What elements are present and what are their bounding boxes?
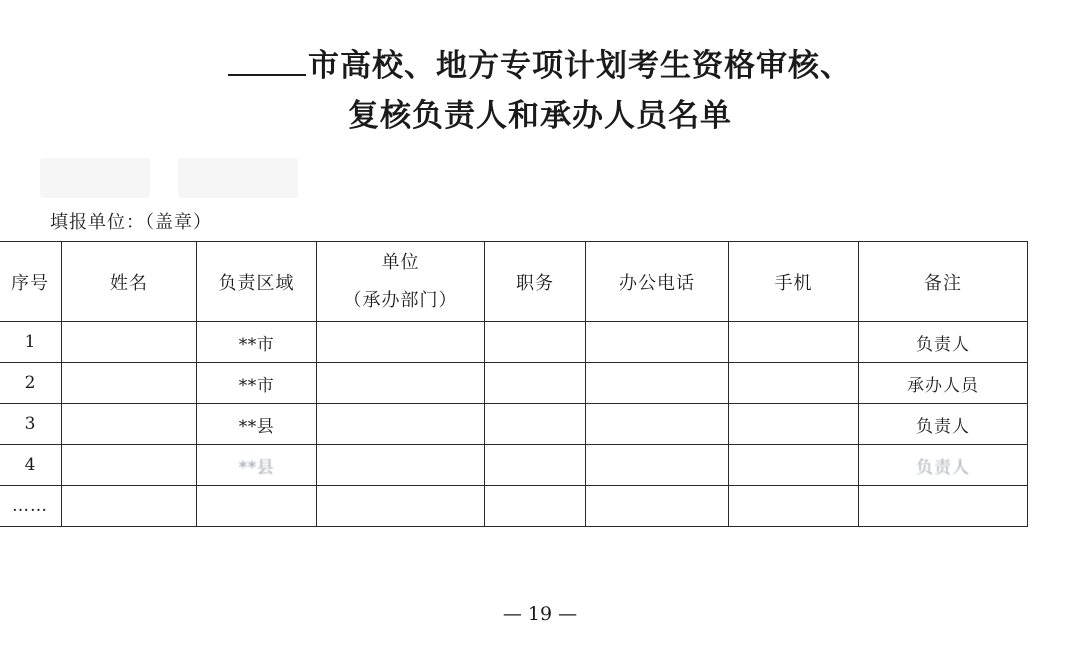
cell-seq: …… (0, 486, 62, 527)
title-line-1-text: 市高校、地方专项计划考生资格审核、 (308, 48, 852, 84)
table-row (0, 363, 1028, 404)
cell-seq: 4 (0, 445, 62, 486)
cell-remark (859, 486, 1028, 527)
cell-office-phone (586, 486, 729, 527)
header-region: 负责区域 (197, 242, 317, 322)
faded-mark (178, 158, 298, 198)
header-unit-line1: 单位 (381, 251, 420, 273)
cell-name (62, 322, 197, 363)
document-title-line-2: 复核负责人和承办人员名单 (348, 98, 732, 134)
table-row (0, 486, 1028, 527)
cell-name (62, 486, 197, 527)
table-row (0, 322, 1028, 363)
cell-mobile (729, 404, 859, 445)
header-name: 姓名 (62, 242, 197, 322)
cell-office-phone (586, 322, 729, 363)
page-number: — 19 — (502, 603, 578, 625)
cell-region: **市 (197, 322, 317, 363)
header-position: 职务 (485, 242, 586, 322)
cell-position (485, 486, 586, 527)
cell-mobile (729, 363, 859, 404)
header-seq: 序号 (0, 242, 62, 322)
cell-name (62, 363, 197, 404)
cell-remark: 承办人员 (859, 363, 1028, 404)
cell-office-phone (586, 445, 729, 486)
faded-mark (40, 158, 150, 198)
cell-office-phone (586, 404, 729, 445)
cell-region (197, 445, 317, 486)
cell-unit (317, 445, 485, 486)
header-remarks: 备注 (859, 242, 1028, 322)
header-mobile: 手机 (729, 242, 859, 322)
cell-position (485, 322, 586, 363)
cell-remark (859, 445, 1028, 486)
roster-table (0, 241, 1028, 527)
table-header-row (0, 242, 1028, 322)
table-row (0, 445, 1028, 486)
cell-remark: 负责人 (859, 404, 1028, 445)
cell-position (485, 404, 586, 445)
cell-position (485, 445, 586, 486)
cell-unit (317, 486, 485, 527)
cell-name (62, 404, 197, 445)
cell-remark: 负责人 (859, 322, 1028, 363)
cell-unit (317, 363, 485, 404)
cell-remark-text: 负责人 (916, 457, 970, 478)
document-title-line-1 (0, 44, 1080, 86)
cell-name (62, 445, 197, 486)
cell-seq: 1 (0, 322, 62, 363)
cell-region: **县 (197, 404, 317, 445)
cell-seq: 2 (0, 363, 62, 404)
cell-mobile (729, 486, 859, 527)
cell-position (485, 363, 586, 404)
cell-mobile (729, 322, 859, 363)
header-office-phone: 办公电话 (586, 242, 729, 322)
cell-unit (317, 322, 485, 363)
cell-office-phone (586, 363, 729, 404)
table-row (0, 404, 1028, 445)
cell-region-text: **县 (238, 457, 275, 478)
title-fill-in-blank (228, 44, 306, 76)
cell-unit (317, 404, 485, 445)
header-unit-line2: （承办部门） (343, 289, 458, 311)
cell-region: **市 (197, 363, 317, 404)
cell-seq: 3 (0, 404, 62, 445)
header-unit (317, 242, 485, 322)
reporting-unit-label: 填报单位：（盖章） (50, 212, 212, 233)
cell-mobile (729, 445, 859, 486)
cell-region (197, 486, 317, 527)
